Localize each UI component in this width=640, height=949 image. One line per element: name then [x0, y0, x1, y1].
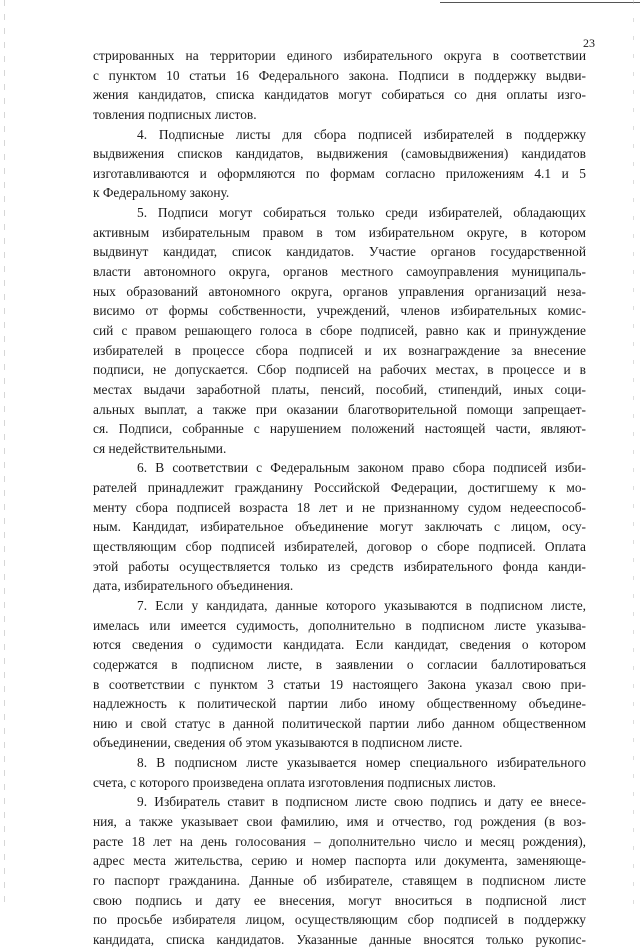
text-line: активным избирательным правом в том избирательном округе, в котором	[93, 224, 586, 240]
text-line: адрес места жительства, серию и номер паспорта или документа, заменяюще-	[93, 853, 586, 869]
text-line: по просьбе избирателя лицом, осуществляющим сбор подписей в поддержку	[93, 912, 586, 928]
text-line: товления подписных листов.	[93, 106, 257, 122]
scan-edge-left	[4, 0, 5, 905]
text-line: выдвижения списков кандидатов, выдвижения (самовыдвижения) кандидатов	[93, 146, 586, 162]
document-body	[93, 46, 586, 949]
text-line: местах выдачи заработной платы, пенсий, пособий, стипендий, иных соци-	[93, 381, 586, 397]
text-line: власти автономного округа, органов местного самоуправления муниципаль-	[93, 264, 586, 280]
text-line: ся. Подписи, собранные с нарушением положений настоящей части, являют-	[93, 421, 586, 437]
text-line: альных выплат, а также при оказании благотворительной помощи запрещает-	[93, 401, 586, 417]
text-line: расте 18 лет на день голосования – дополнительно число и месяц рождения),	[93, 833, 586, 849]
text-line: свою подпись и дату ее внесения, могут вноситься в подписной лист	[93, 892, 586, 908]
text-line: сий с правом решающего голоса в сборе подписей, равно как и принуждение	[93, 322, 586, 338]
text-line: имелась или имеется судимость, дополнительно в подписном листе указыва-	[93, 617, 586, 633]
text-line: висимо от формы собственности, учреждений, членов избирательных комис-	[93, 303, 586, 319]
text-line: ся недействительными.	[93, 440, 227, 456]
text-line: нию и свой статус в данной политической партии либо данном общественном	[93, 715, 586, 731]
text-line: 6. В соответствии с Федеральным законом право сбора подписей изби-	[137, 460, 586, 476]
text-line: содержатся в подписном листе, в заявлении о согласии баллотироваться	[93, 656, 586, 672]
text-line: ществляющим сбор подписей избирателей, договор о сборе подписей. Оплата	[93, 539, 586, 555]
text-line: 5. Подписи могут собираться только среди избирателей, обладающих	[137, 205, 586, 221]
page-number: 23	[583, 36, 595, 50]
text-line: с пунктом 10 статьи 16 Федерального закона. Подписи в поддержку выдви-	[93, 67, 586, 83]
text-line: дата, избирательного объединения.	[93, 578, 294, 594]
text-line: в соответствии с пунктом 3 статьи 19 настоящего Закона указал свою при-	[93, 676, 586, 692]
scan-edge-top	[440, 2, 640, 3]
text-line: стрированных на территории единого избирательного округа в соответствии	[93, 48, 586, 63]
text-line: надлежность к политической партии либо иному общественному объедине-	[93, 696, 586, 712]
text-line: го паспорт гражданина. Данные об избирателе, ставящем в подписном листе	[93, 872, 586, 888]
text-line: ных образований автономного округа, органов управления организаций неза-	[93, 283, 586, 299]
text-line: 9. Избиратель ставит в подписном листе свою подпись и дату ее внесе-	[137, 794, 586, 810]
text-line: жения кандидатов, списка кандидатов могут собираться со дня оплаты изго-	[93, 87, 586, 103]
text-line: избирателей в процессе сбора подписей и их вознаграждение за внесение	[93, 342, 586, 358]
text-line: изготавливаются и оформляются по формам согласно приложениям 4.1 и 5	[93, 165, 586, 181]
text-line: ния, а также указывает свои фамилию, имя и отчество, год рождения (в воз-	[93, 813, 586, 829]
text-line: ным. Кандидат, избирательное объединение могут заключать с лицом, осу-	[93, 519, 586, 535]
scan-edge-right	[633, 0, 634, 905]
text-line: к Федеральному закону.	[93, 185, 230, 201]
text-line: 8. В подписном листе указывается номер специального избирательного	[137, 755, 586, 771]
text-line: рателей принадлежит гражданину Российской Федерации, достигшему к мо-	[93, 480, 586, 496]
text-line: выдвинут кандидат, список кандидатов. Участие органов государственной	[93, 244, 586, 260]
text-line: счета, с которого произведена оплата изготовления подписных листов.	[93, 774, 497, 790]
text-line: этой работы осуществляется только из средств избирательного фонда канди-	[93, 558, 586, 574]
text-line: 7. Если у кандидата, данные которого указываются в подписном листе,	[137, 597, 586, 613]
text-line: менту сбора подписей возраста 18 лет и не признанному судом недееспособ-	[93, 499, 586, 515]
text-line: объединении, сведения об этом указываются в подписном листе.	[93, 735, 463, 751]
text-line: кандидата, списка кандидатов. Указанные данные вносятся только рукопис-	[93, 931, 586, 947]
text-line: подписи, не допускается. Сбор подписей на рабочих местах, в процессе и в	[93, 362, 586, 378]
text-line: 4. Подписные листы для сбора подписей избирателей в поддержку	[137, 126, 586, 142]
text-line: ются сведения о судимости кандидата. Если кандидат, сведения о котором	[93, 637, 586, 653]
